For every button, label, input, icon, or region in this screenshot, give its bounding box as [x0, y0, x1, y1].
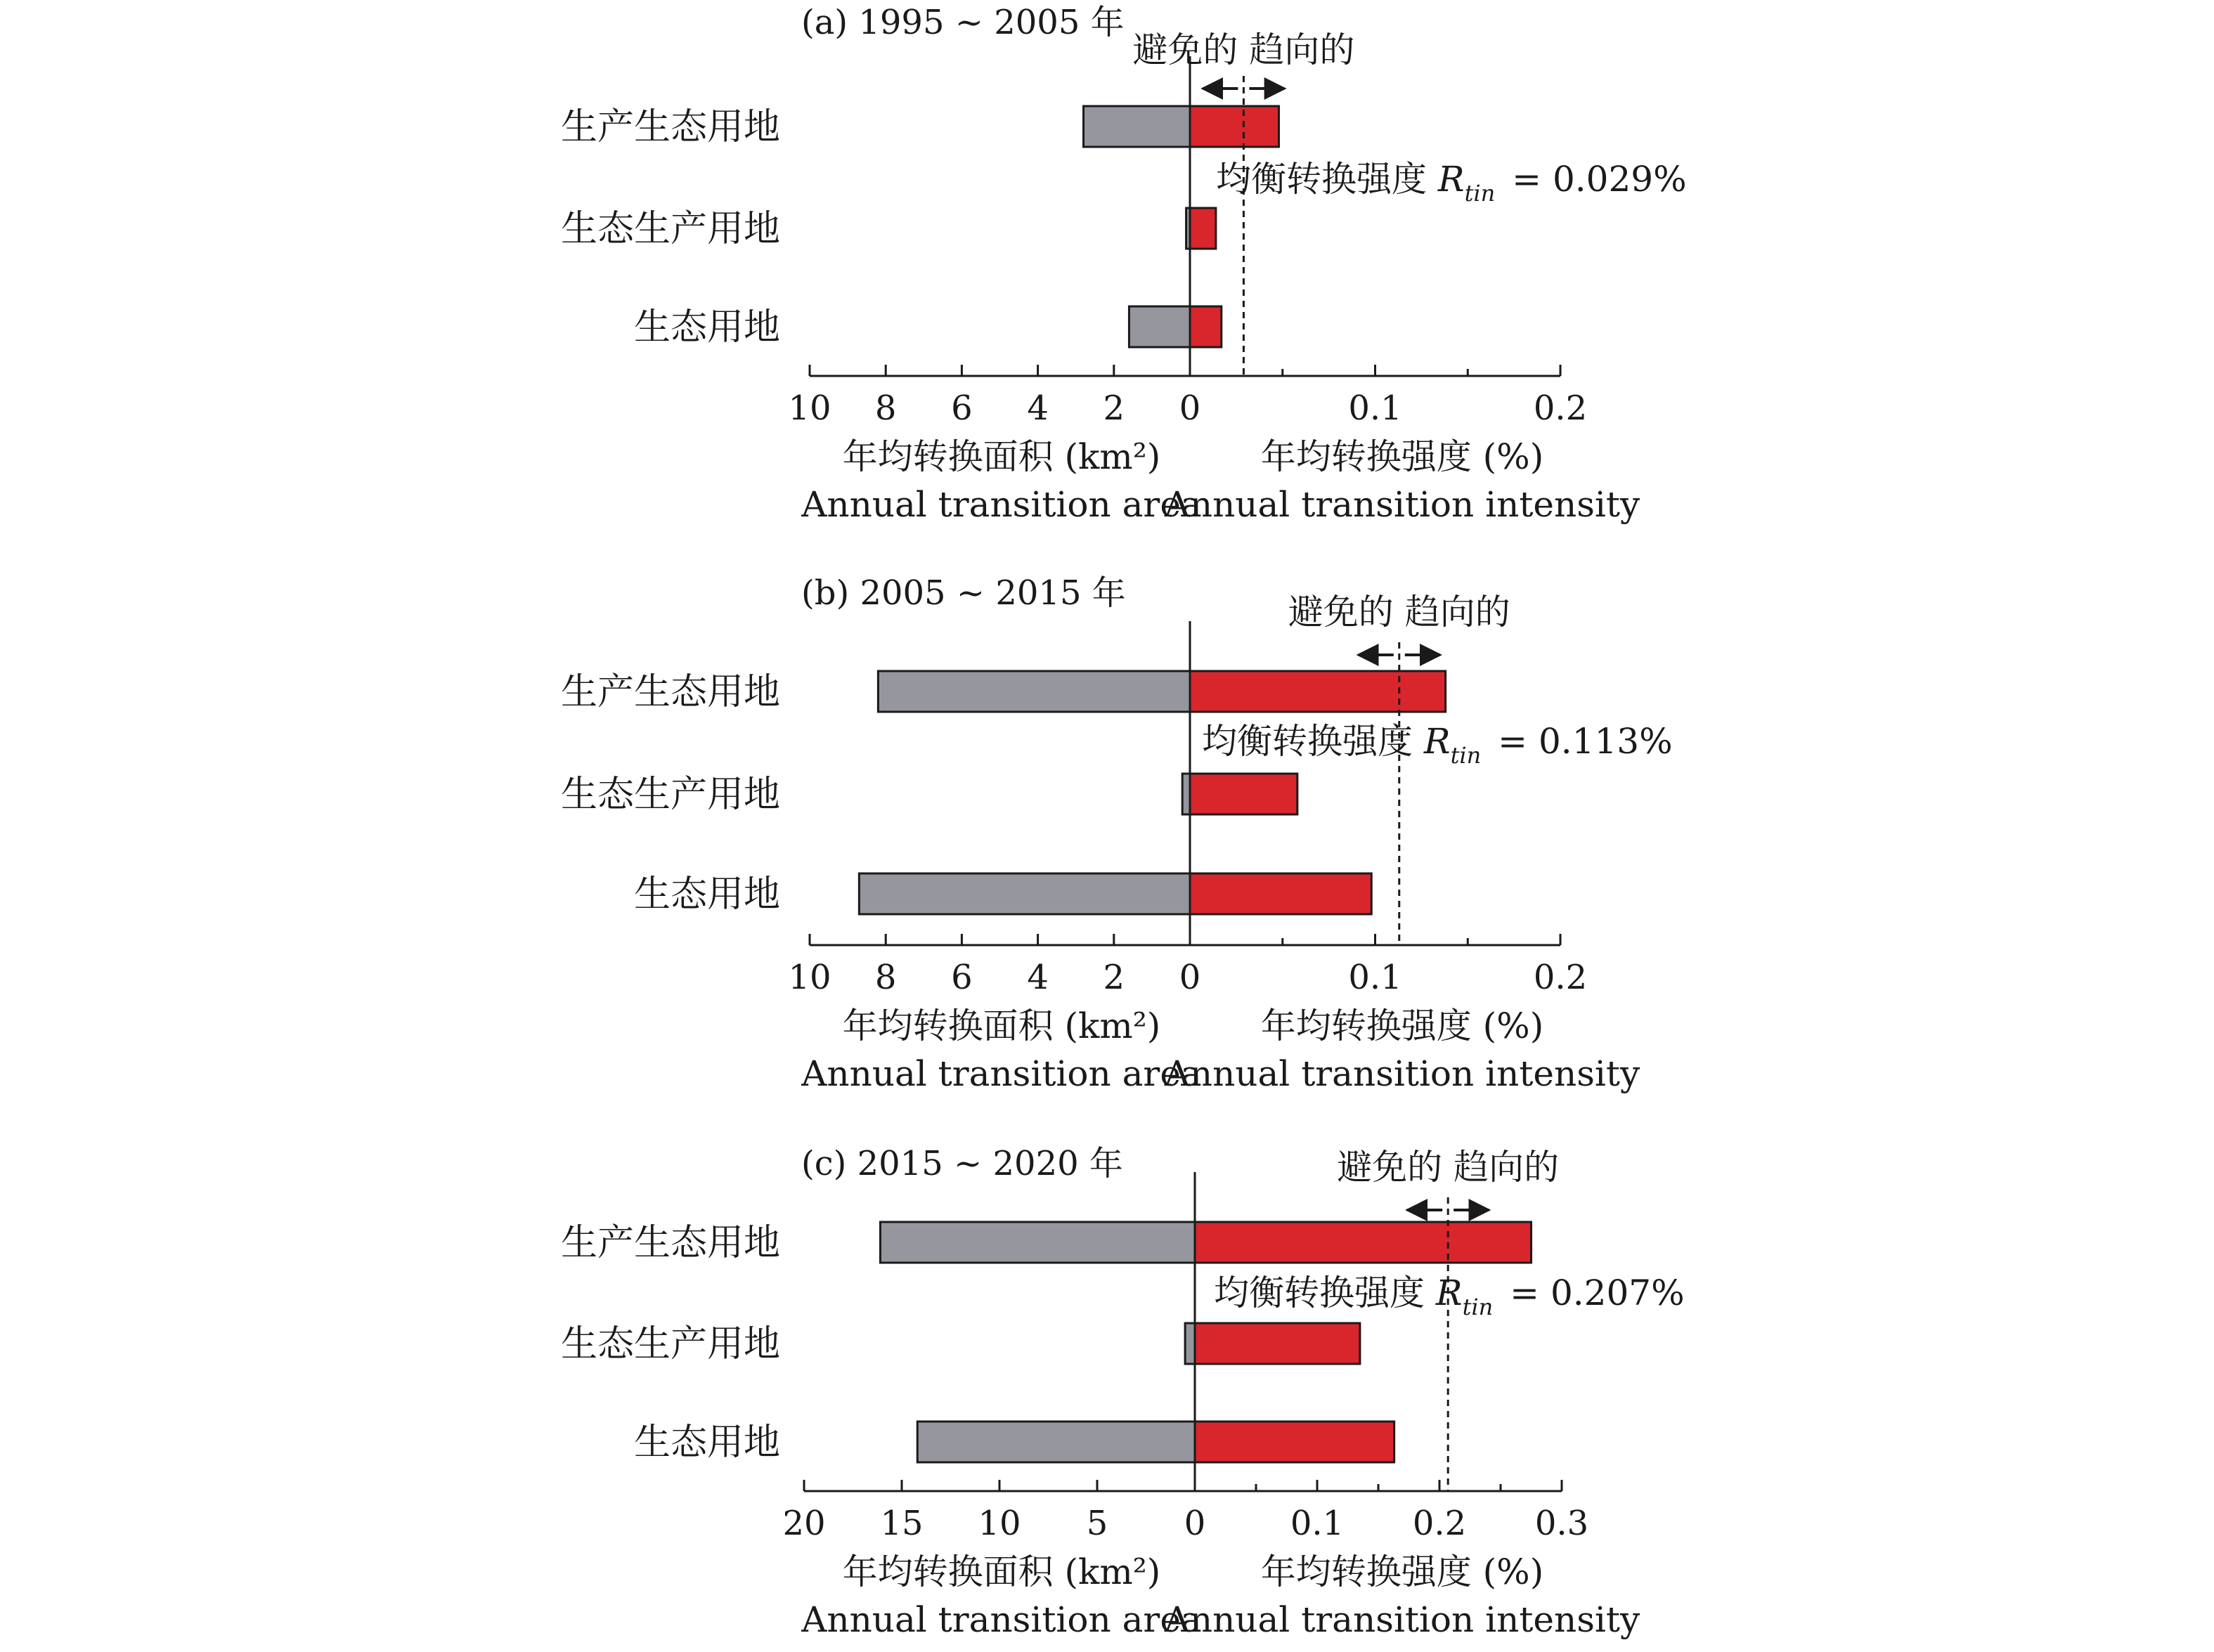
x-tick-label-left: 15	[880, 1504, 924, 1543]
panel-title: (c) 2015 ~ 2020 年	[801, 1144, 1123, 1183]
x-tick-label-right: 0.2	[1412, 1504, 1467, 1543]
annotation-symbol: R	[1435, 1273, 1463, 1313]
category-label: 生态生产用地	[560, 774, 780, 816]
uniform-intensity-annotation	[1202, 721, 1673, 769]
category-label: 生态用地	[633, 1422, 780, 1464]
x-tick-label-left: 6	[951, 958, 973, 997]
x-axis-label-left-cn: 年均转换面积 (km²)	[842, 436, 1161, 477]
x-axis-label-right-cn: 年均转换强度 (%)	[1260, 1552, 1544, 1592]
area-bar	[1185, 1323, 1195, 1364]
x-tick-label-left: 2	[1103, 389, 1125, 428]
intensity-bar	[1190, 774, 1297, 814]
x-tick-label-left: 10	[978, 1504, 1021, 1543]
annotation-value: = 0.029%	[1501, 159, 1687, 200]
area-bar	[859, 873, 1190, 914]
x-tick-label-right: 0.1	[1290, 1504, 1345, 1543]
x-axis-label-left-en: Annual transition area	[801, 1599, 1202, 1640]
x-tick-label-left: 2	[1103, 958, 1125, 997]
intensity-bar	[1190, 671, 1446, 712]
intensity-bar	[1190, 106, 1278, 147]
x-tick-label-left: 8	[874, 958, 897, 997]
annotation-subscript: tin	[1450, 742, 1482, 769]
category-label: 生态用地	[633, 873, 780, 916]
intensity-bar	[1190, 208, 1216, 249]
panel-title: (a) 1995 ~ 2005 年	[801, 3, 1125, 42]
chart-panel-1	[561, 3, 1687, 525]
x-axis-label-left-cn: 年均转换面积 (km²)	[842, 1552, 1161, 1592]
x-axis-label-right-en: Annual transition intensity	[1164, 1599, 1640, 1640]
x-tick-label-left: 8	[874, 389, 897, 428]
annotation-symbol: R	[1423, 721, 1451, 762]
x-tick-label-left: 0	[1184, 1504, 1206, 1543]
x-axis-label-right-cn: 年均转换强度 (%)	[1260, 436, 1544, 477]
uniform-intensity-annotation	[1214, 1273, 1685, 1320]
x-tick-label-left: 5	[1086, 1504, 1108, 1543]
legend-target: 趋向的	[1249, 30, 1355, 70]
x-tick-label-left: 10	[788, 389, 831, 428]
category-label: 生产生态用地	[560, 671, 780, 713]
category-label: 生产生态用地	[560, 106, 780, 148]
annotation-value: = 0.207%	[1498, 1273, 1685, 1313]
chart-panel-2	[561, 573, 1673, 1094]
intensity-bar	[1190, 873, 1371, 914]
area-bar	[1129, 306, 1190, 347]
intensity-bar	[1190, 306, 1222, 347]
annotation-label: 均衡转换强度	[1202, 721, 1424, 762]
area-bar	[1084, 106, 1190, 147]
annotation-subscript: tin	[1462, 1294, 1494, 1320]
x-axis-label-left-en: Annual transition area	[801, 1053, 1202, 1094]
category-label: 生产生态用地	[560, 1222, 780, 1264]
x-tick-label-right: 0.1	[1348, 389, 1402, 428]
x-tick-label-right: 0.2	[1533, 389, 1588, 428]
legend-avoid: 避免的	[1288, 592, 1394, 632]
x-tick-label-left: 0	[1179, 389, 1201, 428]
x-tick-label-left: 4	[1027, 389, 1049, 428]
legend-target: 趋向的	[1404, 592, 1510, 632]
x-axis-label-right-en: Annual transition intensity	[1164, 1053, 1640, 1094]
uniform-intensity-annotation	[1216, 159, 1687, 207]
x-tick-label-left: 20	[782, 1504, 826, 1543]
area-bar	[880, 1222, 1195, 1263]
x-axis-label-right-en: Annual transition intensity	[1164, 484, 1640, 525]
chart-panel-3	[561, 1144, 1685, 1640]
annotation-subscript: tin	[1464, 180, 1496, 207]
x-tick-label-left: 6	[951, 389, 973, 428]
category-label: 生态用地	[633, 306, 780, 349]
area-bar	[1182, 774, 1190, 814]
annotation-label: 均衡转换强度	[1214, 1273, 1436, 1313]
annotation-label: 均衡转换强度	[1216, 159, 1438, 200]
x-tick-label-left: 4	[1027, 958, 1049, 997]
area-bar	[917, 1422, 1195, 1462]
intensity-bar	[1195, 1222, 1532, 1263]
annotation-symbol: R	[1437, 159, 1465, 200]
category-label: 生态生产用地	[560, 1323, 780, 1365]
x-axis-label-left-cn: 年均转换面积 (km²)	[842, 1006, 1161, 1046]
annotation-value: = 0.113%	[1487, 721, 1673, 762]
area-bar	[878, 671, 1190, 712]
x-axis-label-right-cn: 年均转换强度 (%)	[1260, 1006, 1544, 1046]
x-tick-label-right: 0.2	[1533, 958, 1588, 997]
x-tick-label-left: 0	[1179, 958, 1201, 997]
legend-target: 趋向的	[1454, 1147, 1560, 1188]
intensity-bar	[1195, 1422, 1394, 1462]
panel-title: (b) 2005 ~ 2015 年	[801, 573, 1126, 613]
x-axis-label-left-en: Annual transition area	[801, 484, 1202, 525]
x-tick-label-left: 10	[788, 958, 831, 997]
x-tick-label-right: 0.1	[1348, 958, 1402, 997]
category-label: 生态生产用地	[560, 208, 780, 250]
legend-avoid: 避免的	[1337, 1147, 1443, 1188]
intensity-bar	[1195, 1323, 1360, 1364]
x-tick-label-right: 0.3	[1534, 1504, 1589, 1543]
legend-avoid: 避免的	[1132, 30, 1238, 70]
